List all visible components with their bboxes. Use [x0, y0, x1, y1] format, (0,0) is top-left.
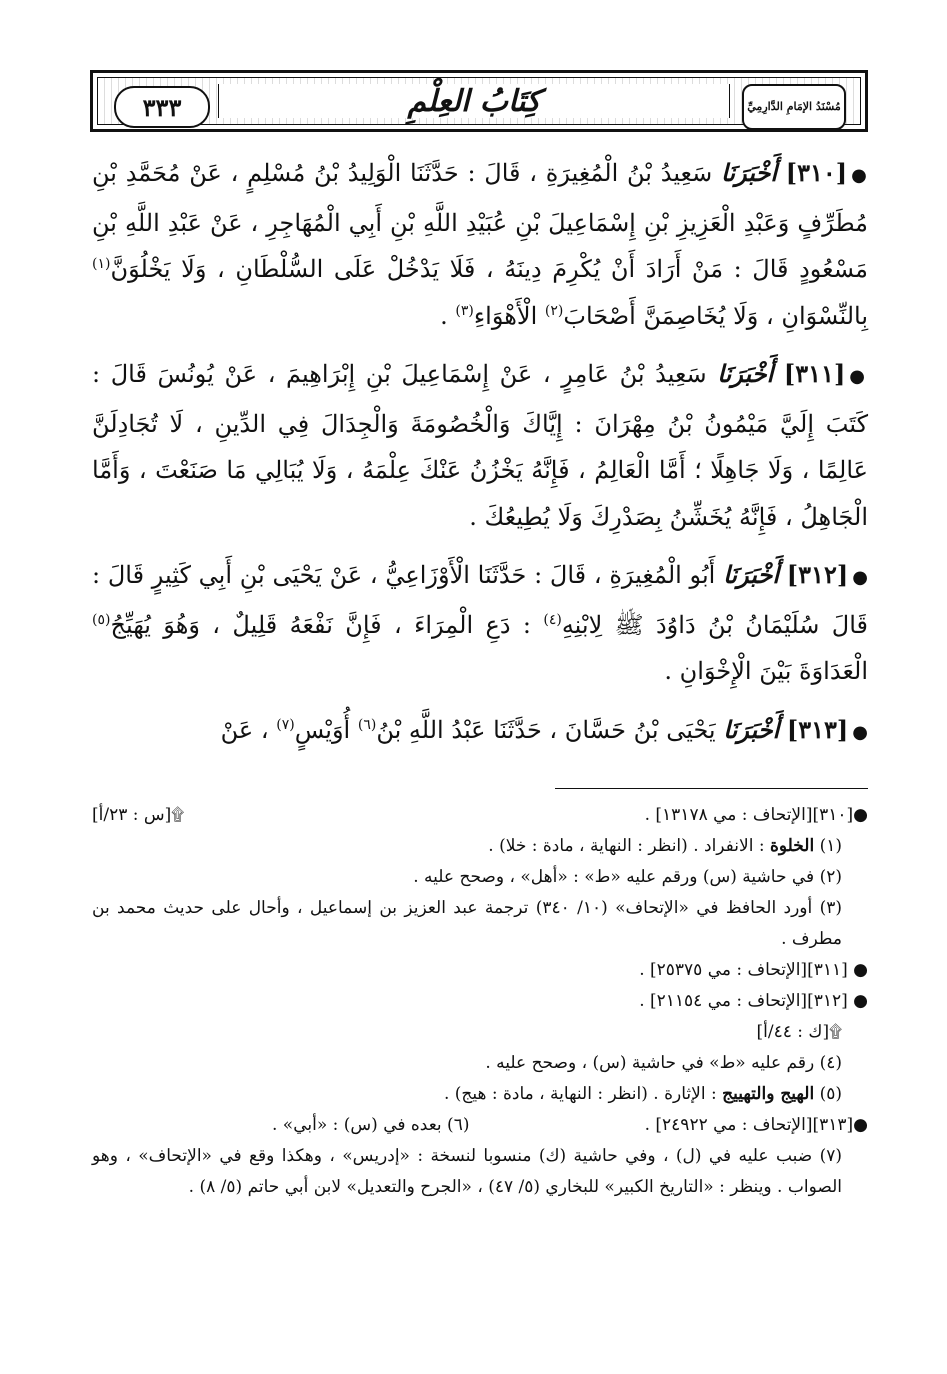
hadith-opener: أَخْبَرَنَا — [723, 714, 780, 744]
hadith-number: [٣١٣] — [786, 714, 849, 744]
hadith-313 — [92, 707, 868, 757]
note-312: ● [٣١٢][الإتحاف : مي ٢١١٥٤] . — [639, 991, 868, 1011]
footnote-4: (٤) رقم عليه «ط» في حاشية (س) ، وصحح عليه . — [485, 1053, 842, 1073]
footnote-6: (٦) بعده في (س) : «أبي» . — [272, 1115, 470, 1135]
footnote-ref: (٢) — [544, 302, 564, 319]
hadith-text: : دَعِ الْمِرَاءَ ، فَإِنَّ نَفْعَهُ قَلِيلٌ ، وَهُوَ يُهَيِّجُ — [110, 610, 531, 639]
hadith-opener: أَخْبَرَنَا — [721, 158, 777, 187]
bullet-icon: ● — [852, 567, 869, 588]
footnote-ref: (٧) — [276, 716, 295, 733]
footnote-ref: (٥) — [92, 611, 111, 628]
footnote-2: (٢) في حاشية (س) ورقم عليه «ط» : «أهل» ، وصحح عليه . — [413, 867, 842, 887]
footnote-7: (٧) ضبب عليه في (ل) ، وفي حاشية (ك) منسوبا لنسخة : «إدريس» ، وهكذا وقع في «الإتحاف» ، وهو الصواب . وينظر : «التاريخ الكبير» للبخاري (٥/ ٤٧) ، «الجرح والتعديل» لابن أبي حاتم (٥/ ٨) . — [92, 1146, 842, 1197]
bullet-icon: ● — [847, 960, 868, 980]
page-number: ٣٣٣ — [142, 92, 182, 122]
bullet-icon: ● — [853, 1115, 868, 1135]
hadith-text: بِالنِّسْوَانِ ، وَلَا يُخَاصِمَنَّ أَصْحَابَ — [563, 301, 868, 330]
note-text: ●[٣١٣][الإتحاف : مي ٢٤٩٢٢] . — [645, 1110, 868, 1141]
footnote-term: الخلوة — [769, 836, 815, 856]
bullet-icon: ● — [847, 991, 868, 1011]
footnote-divider — [555, 788, 868, 789]
footnote-term: الهيج والتهييج — [722, 1084, 815, 1104]
bullet-icon: ● — [851, 165, 868, 186]
note-text: ●[٣١٠][الإتحاف : مي ١٣١٧٨] . — [645, 800, 868, 831]
manuscript-ref: ۩[ك : ٤٤/أ] — [756, 1022, 842, 1042]
hadith-number: [٣١١] — [783, 359, 846, 388]
hadith-text: الْأَهْوَاءِ — [473, 301, 538, 330]
hadith-311 — [92, 351, 868, 540]
hadith-number: [٣١٢] — [786, 560, 849, 589]
manuscript-marker-icon: ۩ — [171, 805, 185, 825]
footnote-5: (٥) الهيج والتهييج : الإثارة . (انظر : النهاية ، مادة : هيج) . — [443, 1084, 842, 1104]
bullet-icon: ● — [852, 721, 868, 743]
hadith-number: [٣١٠] — [785, 158, 848, 187]
page-number-cartouche — [114, 86, 210, 128]
header-ornament — [97, 77, 861, 125]
footnote-3: (٣) أورد الحافظ في «الإتحاف» (١٠/ ٣٤٠) ترجمة عبد العزيز بن إسماعيل ، وأحال على حديث محمد بن مطرف . — [92, 898, 842, 949]
footnote-ref: (١) — [92, 256, 111, 272]
hadith-text: أُوَيْسٍ — [294, 715, 351, 744]
hadith-text: الْعَدَاوَةَ بَيْنَ الْإِخْوَانِ . — [664, 657, 868, 685]
book-title: كِتَابُ العِلْمِ — [407, 83, 541, 119]
book-emblem-icon — [742, 84, 846, 130]
footnote-1: (١) الخلوة : الانفراد . (انظر : النهاية ، مادة : خلا) . — [488, 836, 842, 856]
hadith-text: سَعِيدُ بْنُ الْمُغِيرَةِ ، قَالَ : حَدَّثَنَا الْوَلِيدُ بْنُ مُسْلِمٍ ، عَنْ مُحَمَّدِ بْنِ مُطَرِّفٍ وَعَبْدِ الْعَزِيزِ بْنِ إِسْمَاعِيلَ بْنِ عُبَيْدِ اللَّهِ بْنِ أَبِي الْمُهَاجِرِ ، عَنْ عَبْدِ اللَّهِ بْنِ مَسْعُودٍ قَالَ : مَنْ أَرَادَ أَنْ يُكْرِمَ دِينَهُ ، فَلَا يَدْخُلْ عَلَى السُّلْطَانِ ، وَلَا يَخْلُوَنَّ — [92, 159, 868, 283]
hadith-text: ، عَنْ — [220, 715, 269, 744]
footnote-ref: (٣) — [455, 302, 474, 319]
page-header — [90, 70, 868, 132]
hadith-text: . — [440, 301, 448, 330]
note-311: ● [٣١١][الإتحاف : مي ٢٥٣٧٥] . — [639, 960, 868, 980]
note-310 — [92, 800, 868, 831]
header-title-band — [218, 84, 730, 118]
manuscript-marker-icon: ۩ — [829, 1022, 842, 1042]
footnotes — [92, 800, 868, 1203]
hadith-opener: أَخْبَرَنَا — [723, 560, 780, 589]
hadith-opener: أَخْبَرَنَا — [717, 359, 774, 388]
hadith-310 — [92, 150, 868, 339]
hadith-text: سَعِيدُ بْنُ عَامِرٍ ، عَنْ إِسْمَاعِيلَ بْنِ إِبْرَاهِيمَ ، عَنْ يُونُسَ قَالَ : كَتَبَ إِلَيَّ مَيْمُونُ بْنُ مِهْرَانَ : إِيَّاكَ وَالْخُصُومَةَ وَالْجِدَالَ فِي الدِّينِ ، لَا تُجَادِلَنَّ عَالِمًا ، وَلَا جَاهِلًا ؛ أَمَّا الْعَالِمُ ، فَإِنَّهُ يَخْزُنُ عَنْكَ عِلْمَهُ ، وَلَا يُبَالِي مَا صَنَعْتَ ، وَأَمَّا الْجَاهِلُ ، فَإِنَّهُ يُخَشِّنُ بِصَدْرِكَ وَلَا يُطِيعُكَ . — [92, 360, 868, 531]
bullet-icon: ● — [853, 805, 868, 825]
footnote-ref: (٦) — [357, 716, 377, 733]
manuscript-ref: ۩[س : ٢٣/أ] — [92, 800, 184, 831]
note-313 — [92, 1110, 868, 1141]
hadith-text: يَحْيَى بْنُ حَسَّانَ ، حَدَّثَنَا عَبْدُ اللَّهِ بْنُ — [376, 715, 716, 744]
emblem-text: مُسْنَدُ الإمَامِ الدَّارِمِيِّ — [747, 99, 841, 113]
footnote-ref: (٤) — [543, 611, 562, 628]
bullet-icon: ● — [849, 366, 868, 387]
hadith-312 — [92, 552, 868, 695]
hadith-text: أَبُو الْمُغِيرَةِ ، قَالَ : حَدَّثَنَا الْأَوْزَاعِيُّ ، عَنْ يَحْيَى بْنِ أَبِي كَثِيرٍ قَالَ : قَالَ سُلَيْمَانُ بْنُ دَاوُدَ ﷺ لِابْنِهِ — [92, 561, 868, 639]
main-text — [92, 150, 868, 768]
